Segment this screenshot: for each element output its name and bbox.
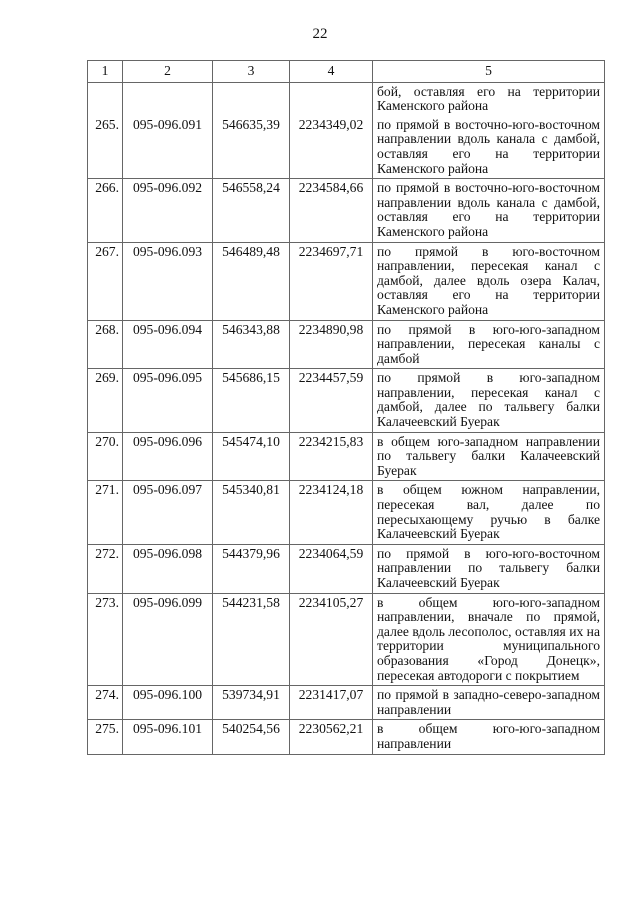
- direction-description: по прямой в восточно-юго-восточном направлении вдоль канала с дамбой, оставляя его на территории Каменского района: [373, 179, 605, 242]
- point-code: 095-096.094: [123, 320, 213, 369]
- direction-description: по прямой в юго-восточном направлении, пересекая канал с дамбой, далее вдоль озера Калач, оставляя его на территории Каменского района: [373, 242, 605, 320]
- coord-x: 545474,10: [213, 432, 290, 481]
- col-header-3: 3: [213, 61, 290, 83]
- col-header-1: 1: [88, 61, 123, 83]
- coord-y: 2234105,27: [290, 593, 373, 686]
- direction-description: по прямой в западно-северо-западном направлении: [373, 686, 605, 720]
- table-row: [88, 593, 605, 686]
- coord-x: 546489,48: [213, 242, 290, 320]
- table-row: [88, 720, 605, 754]
- point-code: 095-096.101: [123, 720, 213, 754]
- direction-description: по прямой в юго-западном направлении, пересекая канал с дамбой, далее по тальвегу балки Калачеевский Буерак: [373, 369, 605, 432]
- coord-y: 2234064,59: [290, 544, 373, 593]
- coord-y: 2234457,59: [290, 369, 373, 432]
- direction-description: по прямой в юго-юго-западном направлении, пересекая каналы с дамбой: [373, 320, 605, 369]
- table-row: [88, 686, 605, 720]
- coord-y: 2234215,83: [290, 432, 373, 481]
- table-row: [88, 544, 605, 593]
- coord-y: 2234584,66: [290, 179, 373, 242]
- table-row: [88, 242, 605, 320]
- continuation-row: [88, 82, 605, 116]
- direction-description: в общем южном направлении, пересекая вал, далее по пересыхающему ручью в балке Калачеевский Буерак: [373, 481, 605, 544]
- coord-y: 2234124,18: [290, 481, 373, 544]
- direction-description: в общем юго-западном направлении по тальвегу балки Калачеевский Буерак: [373, 432, 605, 481]
- point-code: 095-096.100: [123, 686, 213, 720]
- row-number: 269.: [88, 369, 123, 432]
- coord-x: 545340,81: [213, 481, 290, 544]
- table-row: [88, 369, 605, 432]
- coord-x: 544231,58: [213, 593, 290, 686]
- point-code: 095-096.097: [123, 481, 213, 544]
- table-row: [88, 481, 605, 544]
- point-code: 095-096.098: [123, 544, 213, 593]
- direction-description: по прямой в юго-юго-восточном направлении по тальвегу балки Калачеевский Буерак: [373, 544, 605, 593]
- coord-y: 2234697,71: [290, 242, 373, 320]
- table-row: [88, 116, 605, 179]
- point-code: 095-096.099: [123, 593, 213, 686]
- direction-description: в общем юго-юго-западном направлении, вначале по прямой, далее вдоль лесополос, оставляя их на территории муниципального образования «Город Донецк», пересекая автодороги с покрытием: [373, 593, 605, 686]
- boundary-table: [87, 60, 605, 755]
- page-number: 22: [312, 26, 328, 42]
- coord-y: 2234349,02: [290, 116, 373, 179]
- row-number: 270.: [88, 432, 123, 481]
- row-number: 273.: [88, 593, 123, 686]
- point-code: 095-096.092: [123, 179, 213, 242]
- row-number: 274.: [88, 686, 123, 720]
- col-header-4: 4: [290, 61, 373, 83]
- table-row: [88, 432, 605, 481]
- coord-y: 2231417,07: [290, 686, 373, 720]
- coord-x: 546343,88: [213, 320, 290, 369]
- direction-description: в общем юго-юго-западном направлении: [373, 720, 605, 754]
- coord-y: 2234890,98: [290, 320, 373, 369]
- row-number: 271.: [88, 481, 123, 544]
- row-number: 267.: [88, 242, 123, 320]
- col-header-5: 5: [373, 61, 605, 83]
- col-header-2: 2: [123, 61, 213, 83]
- direction-description: по прямой в восточно-юго-восточном направлении вдоль канала с дамбой, оставляя его на территории Каменского района: [373, 116, 605, 179]
- point-code: 095-096.091: [123, 116, 213, 179]
- coord-x: 540254,56: [213, 720, 290, 754]
- table-row: [88, 320, 605, 369]
- coord-x: 544379,96: [213, 544, 290, 593]
- row-number: 275.: [88, 720, 123, 754]
- coord-x: 545686,15: [213, 369, 290, 432]
- row-number: 272.: [88, 544, 123, 593]
- coord-x: 539734,91: [213, 686, 290, 720]
- point-code: 095-096.095: [123, 369, 213, 432]
- point-code: 095-096.096: [123, 432, 213, 481]
- point-code: 095-096.093: [123, 242, 213, 320]
- coord-y: 2230562,21: [290, 720, 373, 754]
- coord-x: 546635,39: [213, 116, 290, 179]
- row-number: 268.: [88, 320, 123, 369]
- row-number: 266.: [88, 179, 123, 242]
- row-number: 265.: [88, 116, 123, 179]
- table-row: [88, 179, 605, 242]
- coord-x: 546558,24: [213, 179, 290, 242]
- header-row: [88, 61, 605, 83]
- continuation-text: бой, оставляя его на территории Каменского района: [373, 82, 605, 116]
